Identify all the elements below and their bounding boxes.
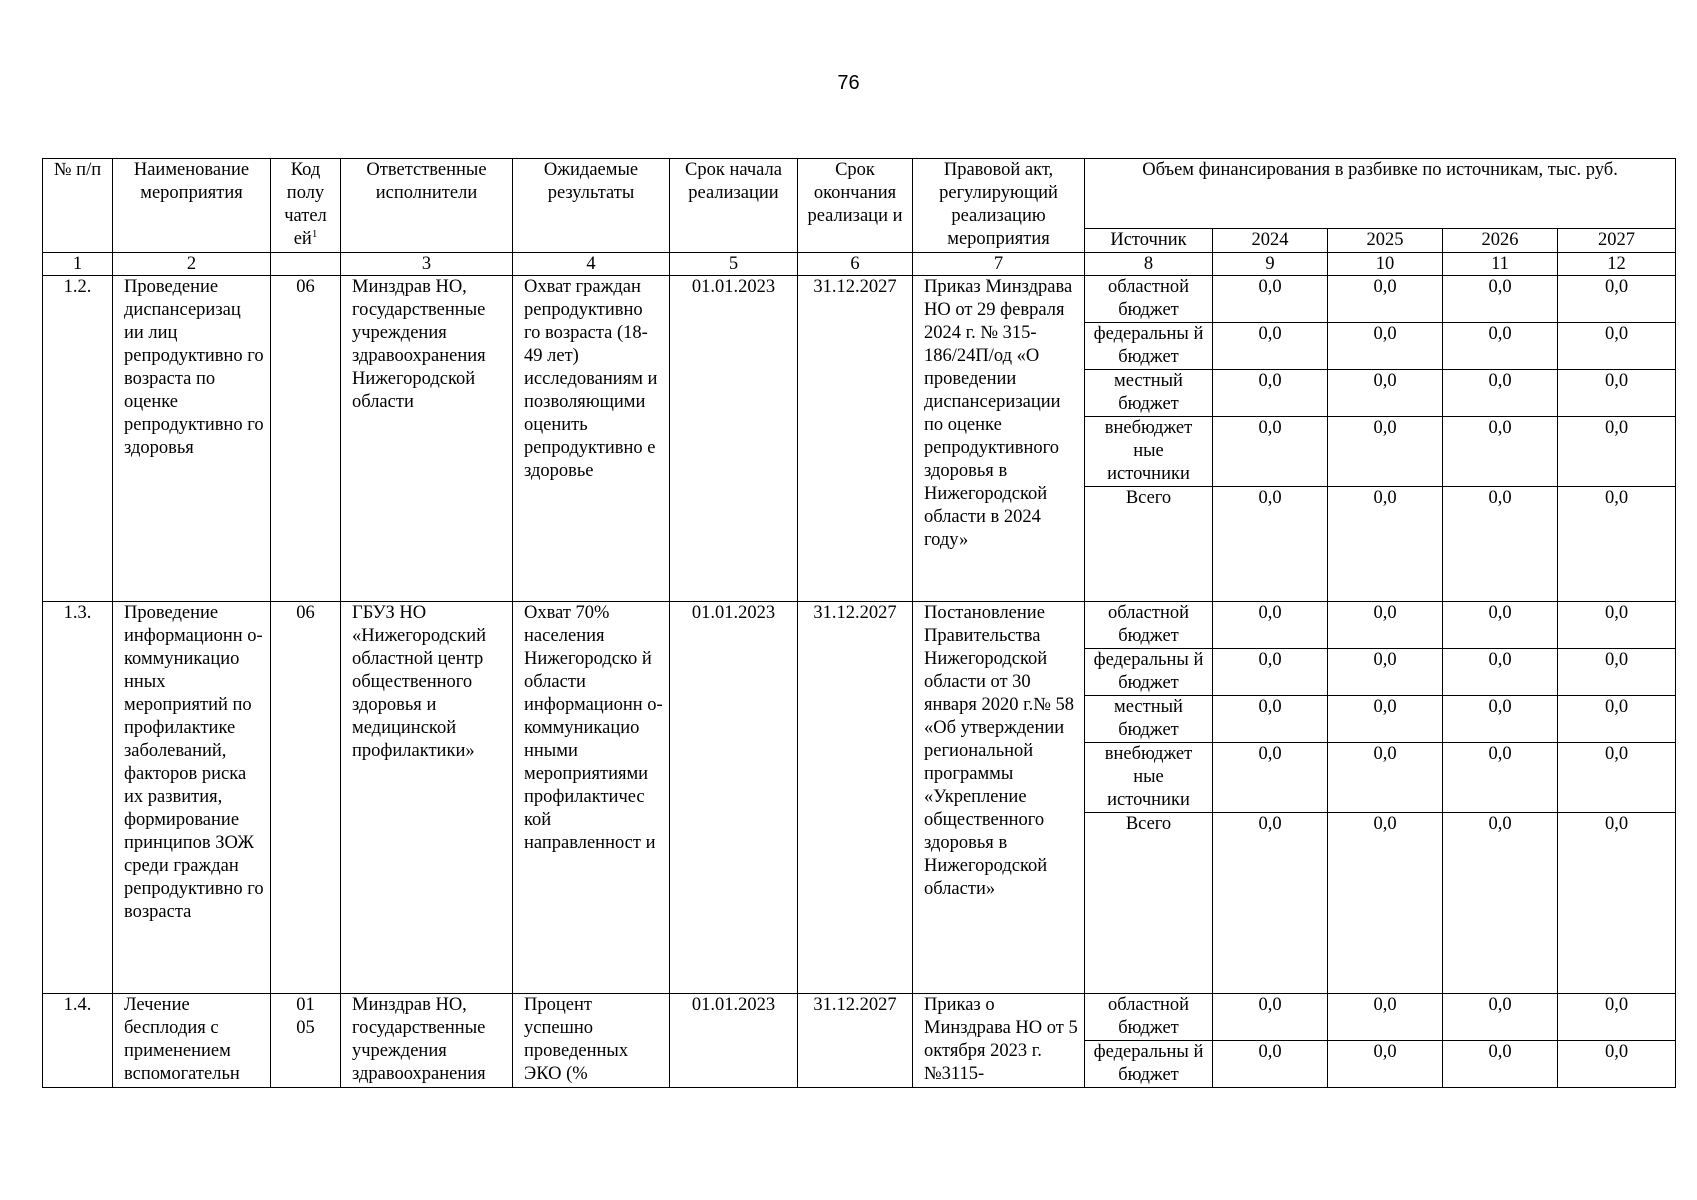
row-number: 1.2.: [43, 276, 113, 602]
funding-value: 0,0: [1328, 813, 1443, 994]
row-number: 1.3.: [43, 602, 113, 994]
funding-value: 0,0: [1443, 1041, 1558, 1088]
header-col-act: Правовой акт, регулирующий реализацию мероприятия: [913, 159, 1085, 253]
funding-value: 0,0: [1443, 323, 1558, 370]
header-funding-title: Объем финансирования в разбивке по источникам, тыс. руб.: [1085, 159, 1676, 229]
funding-value: 0,0: [1213, 696, 1328, 743]
start-date: 01.01.2023: [670, 276, 798, 602]
funding-source: внебюджет ные источники: [1085, 417, 1213, 487]
column-number: 9: [1213, 253, 1328, 276]
funding-value: 0,0: [1558, 370, 1676, 417]
funding-value: 0,0: [1443, 417, 1558, 487]
funding-value: 0,0: [1328, 743, 1443, 813]
column-number: 3: [341, 253, 513, 276]
expected-results: Охват граждан репродуктивно го возраста (18-49 лет) исследованиям и позволяющими оценить репродуктивно е здоровье: [513, 276, 670, 602]
header-year: 2027: [1558, 229, 1676, 253]
column-numbers-row: [43, 253, 1676, 276]
funding-value: 0,0: [1443, 649, 1558, 696]
funding-value: 0,0: [1213, 370, 1328, 417]
responsible-executors: ГБУЗ НО «Нижегородский областной центр общественного здоровья и медицинской профилактики»: [341, 602, 513, 994]
header-col-no: № п/п: [43, 159, 113, 253]
column-number: 6: [798, 253, 913, 276]
funding-value: 0,0: [1213, 417, 1328, 487]
funding-value: 0,0: [1558, 602, 1676, 649]
header-col-end: Срок окончания реализаци и: [798, 159, 913, 253]
expected-results: Охват 70% населения Нижегородско й области информационн о-коммуникацио нными мероприятиями профилактичес кой направленност и: [513, 602, 670, 994]
recipient-code: 06: [271, 602, 341, 994]
header-year: 2026: [1443, 229, 1558, 253]
funding-value: 0,0: [1558, 323, 1676, 370]
column-number: [271, 253, 341, 276]
funding-value: 0,0: [1558, 417, 1676, 487]
funding-value: 0,0: [1443, 994, 1558, 1041]
funding-value: 0,0: [1213, 813, 1328, 994]
row-number: 1.4.: [43, 994, 113, 1088]
table-row: [43, 994, 1676, 1041]
end-date: 31.12.2027: [798, 994, 913, 1088]
activity-name: Проведение диспансеризац ии лиц репродуктивно го возраста по оценке репродуктивно го здоровья: [113, 276, 271, 602]
funding-source: областной бюджет: [1085, 994, 1213, 1041]
funding-source: внебюджет ные источники: [1085, 743, 1213, 813]
funding-value: 0,0: [1328, 649, 1443, 696]
header-col-code-label: Код полу чател ей: [284, 160, 327, 249]
page-number: 76: [837, 72, 860, 94]
funding-value: 0,0: [1213, 743, 1328, 813]
funding-value: 0,0: [1213, 602, 1328, 649]
funding-value: 0,0: [1213, 994, 1328, 1041]
column-number: 10: [1328, 253, 1443, 276]
legal-act: Приказ Минздрава НО от 29 февраля 2024 г. № 315-186/24П/од «О проведении диспансеризации по оценке репродуктивного здоровья в Нижегородской области в 2024 году»: [913, 276, 1085, 602]
funding-value: 0,0: [1443, 276, 1558, 323]
funding-value: 0,0: [1328, 1041, 1443, 1088]
end-date: 31.12.2027: [798, 602, 913, 994]
funding-value: 0,0: [1443, 696, 1558, 743]
activity-name: Проведение информационн о-коммуникацио нных мероприятий по профилактике заболеваний, факторов риска их развития, формирование принципов ЗОЖ среди граждан репродуктивно го возраста: [113, 602, 271, 994]
header-year: 2025: [1328, 229, 1443, 253]
funding-value: 0,0: [1213, 276, 1328, 323]
header-col-results: Ожидаемые результаты: [513, 159, 670, 253]
header-year: 2024: [1213, 229, 1328, 253]
funding-value: 0,0: [1558, 696, 1676, 743]
column-number: 12: [1558, 253, 1676, 276]
funding-source: Всего: [1085, 813, 1213, 994]
responsible-executors: Минздрав НО, государственные учреждения здравоохранения: [341, 994, 513, 1088]
legal-act: Постановление Правительства Нижегородской области от 30 января 2020 г.№ 58 «Об утверждении региональной программы «Укрепление общественного здоровья в Нижегородской области»: [913, 602, 1085, 994]
table-row: [43, 276, 1676, 323]
column-number: 8: [1085, 253, 1213, 276]
responsible-executors: Минздрав НО, государственные учреждения здравоохранения Нижегородской области: [341, 276, 513, 602]
funding-value: 0,0: [1213, 1041, 1328, 1088]
header-col-source: Источник: [1085, 229, 1213, 253]
funding-table: [42, 158, 1676, 1088]
funding-value: 0,0: [1328, 276, 1443, 323]
funding-value: 0,0: [1328, 323, 1443, 370]
funding-value: 0,0: [1558, 813, 1676, 994]
end-date: 31.12.2027: [798, 276, 913, 602]
funding-source: областной бюджет: [1085, 276, 1213, 323]
funding-source: федеральны й бюджет: [1085, 1041, 1213, 1088]
funding-value: 0,0: [1443, 743, 1558, 813]
funding-source: федеральны й бюджет: [1085, 649, 1213, 696]
funding-value: 0,0: [1558, 1041, 1676, 1088]
funding-value: 0,0: [1328, 696, 1443, 743]
column-number: 11: [1443, 253, 1558, 276]
column-number: 2: [113, 253, 271, 276]
funding-value: 0,0: [1213, 649, 1328, 696]
header-col-code: [271, 159, 341, 253]
recipient-code: 06: [271, 276, 341, 602]
funding-value: 0,0: [1213, 323, 1328, 370]
header-col-name: Наименование мероприятия: [113, 159, 271, 253]
funding-value: 0,0: [1328, 370, 1443, 417]
start-date: 01.01.2023: [670, 602, 798, 994]
funding-value: 0,0: [1213, 487, 1328, 602]
funding-value: 0,0: [1558, 649, 1676, 696]
header-col-start: Срок начала реализации: [670, 159, 798, 253]
funding-value: 0,0: [1328, 487, 1443, 602]
funding-value: 0,0: [1443, 813, 1558, 994]
activity-name: Лечение бесплодия с применением вспомогательн: [113, 994, 271, 1088]
funding-value: 0,0: [1328, 602, 1443, 649]
funding-source: местный бюджет: [1085, 370, 1213, 417]
funding-source: областной бюджет: [1085, 602, 1213, 649]
funding-value: 0,0: [1328, 994, 1443, 1041]
funding-value: 0,0: [1443, 370, 1558, 417]
recipient-code: 01 05: [271, 994, 341, 1088]
header-row: [43, 159, 1676, 229]
column-number: 4: [513, 253, 670, 276]
column-number: 1: [43, 253, 113, 276]
table-row: [43, 602, 1676, 649]
funding-value: 0,0: [1558, 994, 1676, 1041]
funding-value: 0,0: [1558, 276, 1676, 323]
funding-source: местный бюджет: [1085, 696, 1213, 743]
column-number: 5: [670, 253, 798, 276]
header-col-code-footnote: 1: [311, 227, 318, 240]
funding-value: 0,0: [1328, 417, 1443, 487]
expected-results: Процент успешно проведенных ЭКО (%: [513, 994, 670, 1088]
start-date: 01.01.2023: [670, 994, 798, 1088]
funding-value: 0,0: [1443, 487, 1558, 602]
legal-act: Приказ о Минздрава НО от 5 октября 2023 г. №3115-: [913, 994, 1085, 1088]
funding-value: 0,0: [1558, 487, 1676, 602]
column-number: 7: [913, 253, 1085, 276]
funding-value: 0,0: [1443, 602, 1558, 649]
header-col-executors: Ответственные исполнители: [341, 159, 513, 253]
funding-source: Всего: [1085, 487, 1213, 602]
funding-value: 0,0: [1558, 743, 1676, 813]
funding-source: федеральны й бюджет: [1085, 323, 1213, 370]
